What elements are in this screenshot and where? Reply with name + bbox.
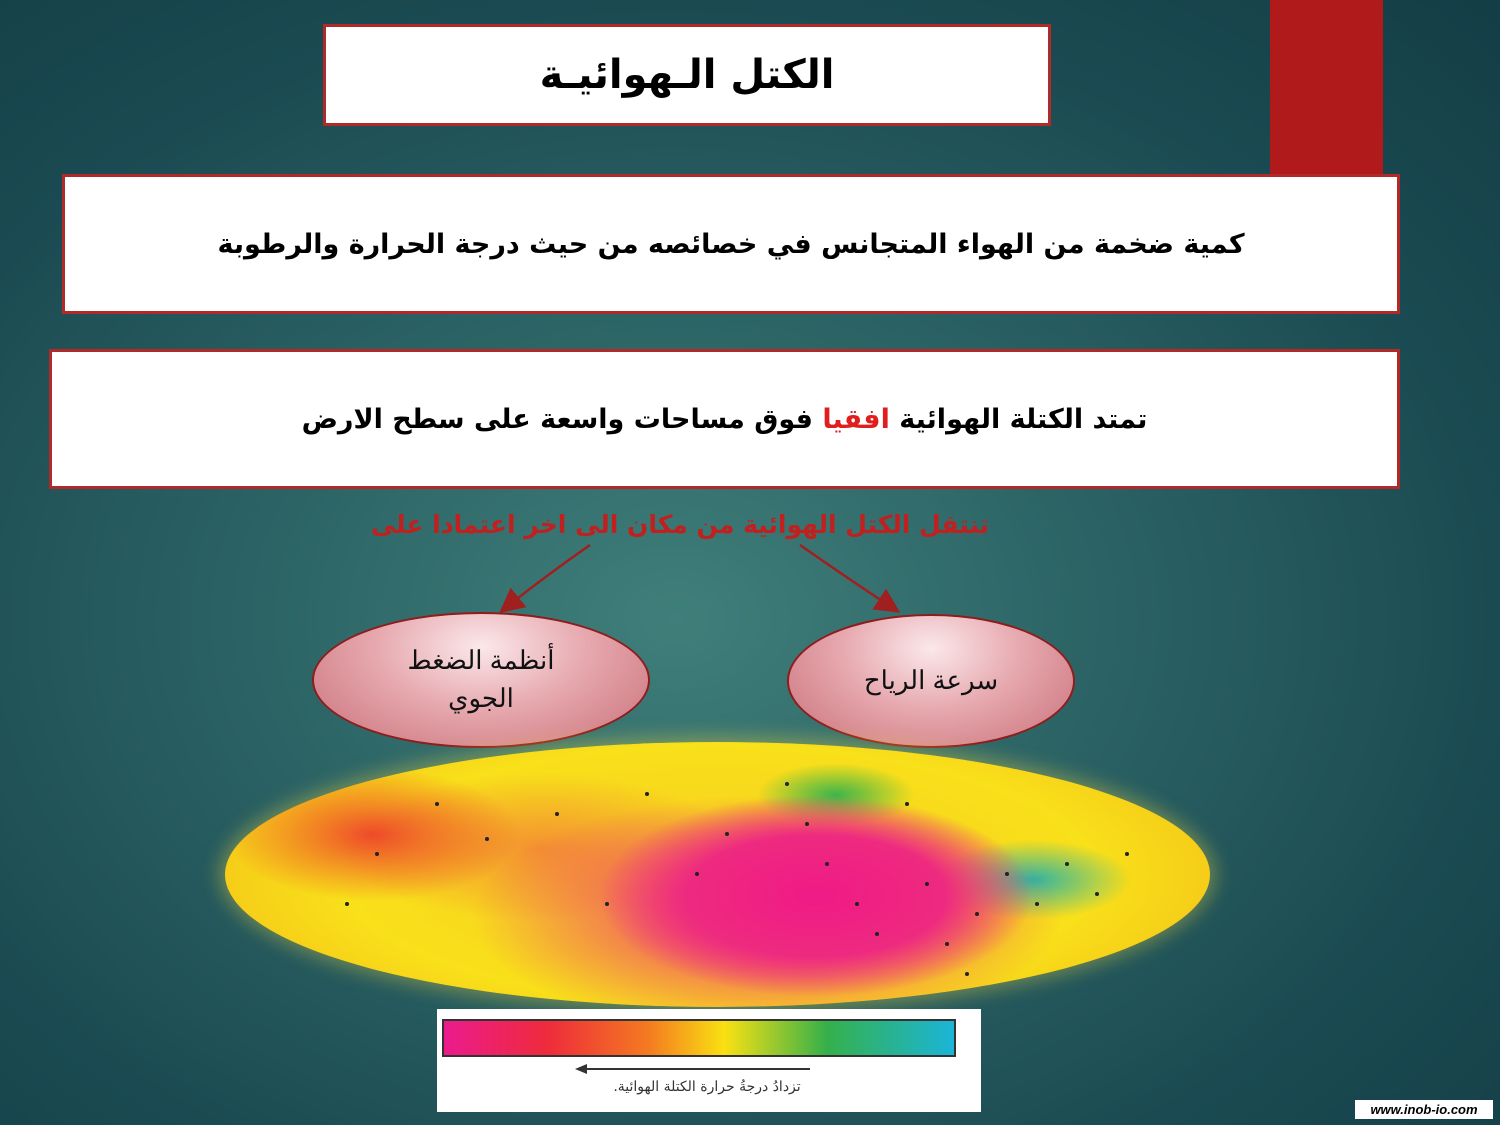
extension-text-after: فوق مساحات واسعة على سطح الارض [301, 403, 823, 435]
movement-text: تنتقل الكتل الهوائية من مكان الى اخر اعتمادا على [370, 510, 990, 539]
temperature-map-image [225, 742, 1210, 1007]
pressure-label-line2: الجوي [448, 683, 514, 713]
arrow-to-wind [800, 545, 896, 610]
decorative-red-bar [1270, 0, 1383, 178]
slide-title: الكتل الـهوائيـة [539, 52, 835, 98]
extension-highlight: افقيا [822, 403, 890, 435]
pressure-systems-oval [312, 612, 650, 748]
legend-caption: تزدادُ درجةُ حرارة الكتلة الهوائية. [613, 1079, 801, 1095]
temperature-legend [437, 1009, 981, 1112]
definition-box [62, 174, 1400, 314]
pressure-label-line1: أنظمة الضغط [407, 645, 555, 676]
color-scale-bar [442, 1019, 956, 1057]
slide-title-box [323, 24, 1051, 126]
left-arrow-icon [575, 1063, 815, 1075]
wind-speed-oval [787, 614, 1075, 748]
arrow-to-pressure [503, 545, 590, 610]
wind-label: سرعة الرياح [863, 665, 999, 696]
extension-text [302, 404, 1148, 435]
extension-box [49, 349, 1400, 489]
definition-text: كمية ضخمة من الهواء المتجانس في خصائصه من حيث درجة الحرارة والرطوبة [217, 228, 1245, 260]
watermark: www.inob-io.com [1355, 1100, 1493, 1119]
extension-text-before: تمتد الكتلة الهوائية [889, 403, 1148, 435]
